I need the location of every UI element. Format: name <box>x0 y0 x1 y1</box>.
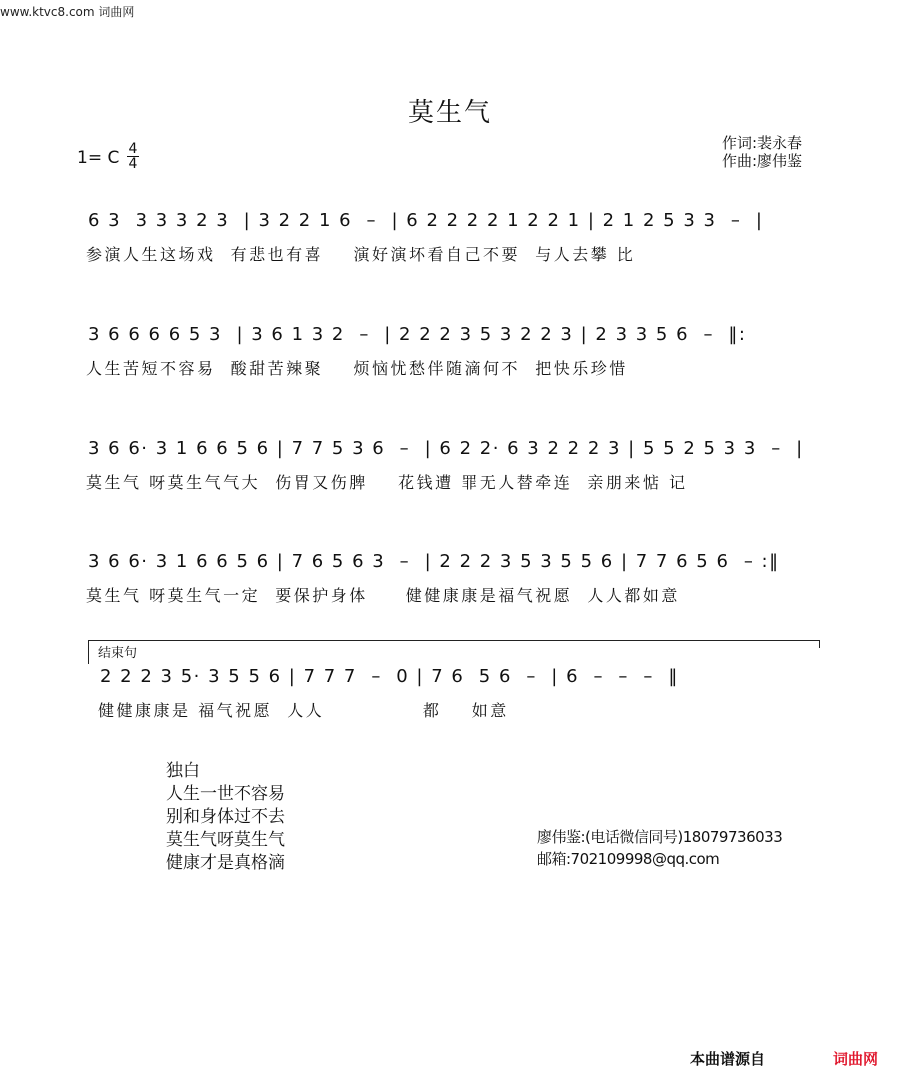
monologue-line: 莫生气呀莫生气 <box>166 830 285 850</box>
monologue-line: 健康才是真格滴 <box>166 853 285 873</box>
time-bottom: 4 <box>128 156 138 172</box>
notes-line-1: 6 3 3 3 3 2 3 | 3 2 2 1 6 – | 6 2 2 2 2 1 2 2 1 | 2 1 2 5 3 3 – | <box>88 210 764 231</box>
key-signature: 1= C <box>77 148 120 168</box>
score-line-3 <box>0 438 900 498</box>
monologue <box>166 760 285 875</box>
notes-line-4: 3 6 6· 3 1 6 6 5 6 | 7 6 5 6 3 – | 2 2 2 3 5 3 5 5 6 | 7 7 6 5 6 – :‖ <box>88 551 780 572</box>
footer-source-prefix: 本曲谱源自 <box>690 1050 766 1068</box>
notes-line-5: 2 2 2 3 5· 3 5 5 6 | 7 7 7 – 0 | 7 6 5 6 – | 6 – – – ‖ <box>100 666 679 687</box>
time-signature <box>127 142 139 171</box>
contact-email: 邮箱:702109998@qq.com <box>537 850 720 868</box>
notes-line-3: 3 6 6· 3 1 6 6 5 6 | 7 7 5 3 6 – | 6 2 2· 6 3 2 2 2 3 | 5 5 2 5 3 3 – | <box>88 438 804 459</box>
site-header: www.ktvc8.com 词曲网 <box>0 5 135 19</box>
lyrics-line-2: 人生苦短不容易 酸甜苦辣聚 烦恼忧愁伴随滴何不 把快乐珍惜 <box>86 359 628 378</box>
time-top: 4 <box>128 141 138 157</box>
contact-info <box>537 826 782 870</box>
monologue-heading: 独白 <box>166 761 200 781</box>
ending-bracket <box>88 640 820 643</box>
lyrics-line-3: 莫生气 呀莫生气气大 伤胃又伤脾 花钱遭 罪无人替牵连 亲朋来惦 记 <box>86 473 688 492</box>
monologue-line: 别和身体过不去 <box>166 807 285 827</box>
score-line-4 <box>0 551 900 611</box>
lyricist: 作词:裴永春 <box>722 134 803 152</box>
lyrics-line-5: 健健康康是 福气祝愿 人人 都 如意 <box>98 701 509 720</box>
composer: 作曲:廖伟鉴 <box>722 152 803 170</box>
ending-label: 结束句 <box>98 646 138 661</box>
footer-source-site[interactable]: 词曲网 <box>833 1050 879 1068</box>
monologue-line: 人生一世不容易 <box>166 784 285 804</box>
score-line-5 <box>0 666 900 726</box>
ending-bracket-right <box>819 640 820 648</box>
credits <box>722 134 802 170</box>
lyrics-line-4: 莫生气 呀莫生气一定 要保护身体 健健康康是福气祝愿 人人都如意 <box>86 586 680 605</box>
contact-phone: 廖伟鉴:(电话微信同号)18079736033 <box>537 828 783 846</box>
ending-bracket-left <box>88 640 89 664</box>
score-line-2 <box>0 324 900 384</box>
score-line-1 <box>0 210 900 270</box>
lyrics-line-1: 参演人生这场戏 有悲也有喜 演好演坏看自己不要 与人去攀 比 <box>86 245 636 264</box>
song-title: 莫生气 <box>407 98 492 128</box>
notes-line-2: 3 6 6 6 6 5 3 | 3 6 1 3 2 – | 2 2 2 3 5 3 2 2 3 | 2 3 3 5 6 – ‖: <box>88 324 747 345</box>
